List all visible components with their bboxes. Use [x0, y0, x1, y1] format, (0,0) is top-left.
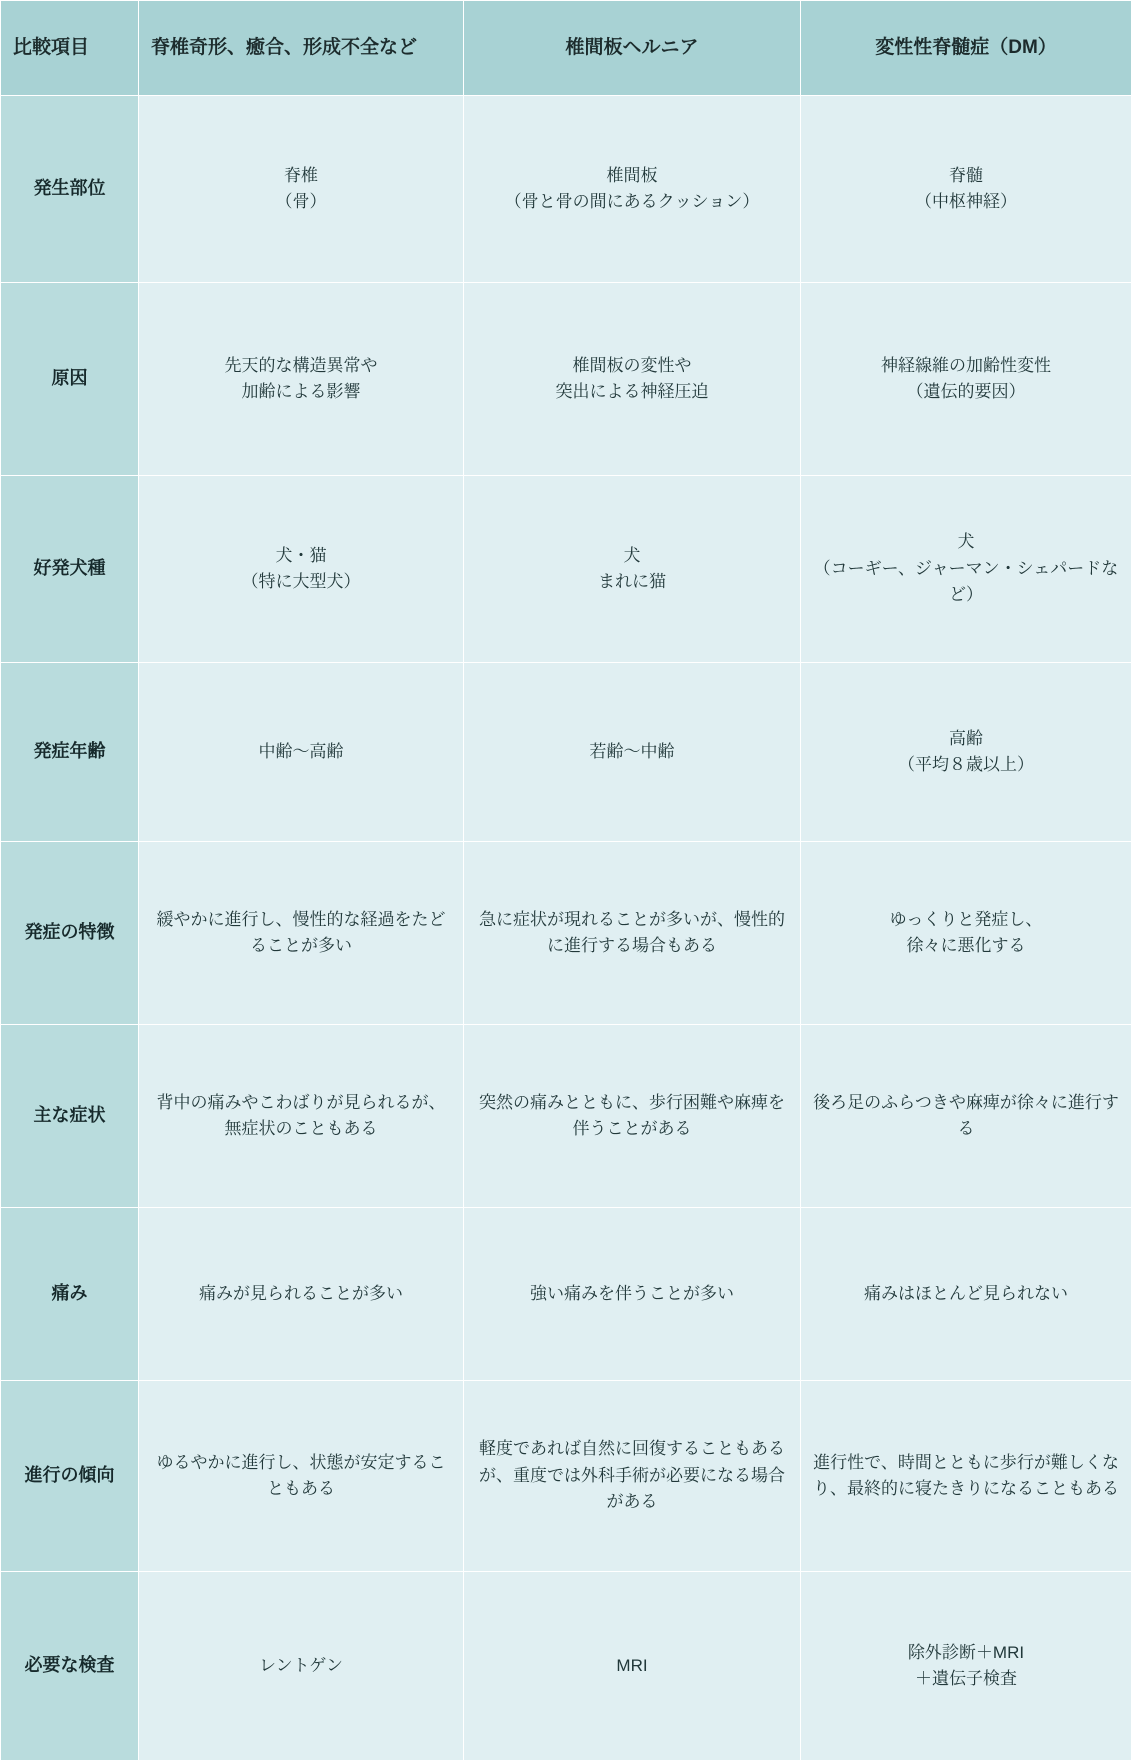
cell-location-malformation: 脊椎 （骨）: [139, 96, 464, 283]
table-row: [1, 1381, 1131, 1572]
row-label-required-tests: 必要な検査: [1, 1572, 139, 1761]
cell-cause-dm: 神経線維の加齢性変性 （遺伝的要因）: [801, 283, 1131, 476]
row-label-predisposed-breeds: 好発犬種: [1, 476, 139, 663]
column-header-degenerative-myelopathy: 変性性脊髄症（DM）: [801, 1, 1131, 96]
column-header-disc-herniation: 椎間板ヘルニア: [464, 1, 801, 96]
cell-symptoms-herniation: 突然の痛みとともに、歩行困難や麻痺を伴うことがある: [464, 1025, 801, 1208]
table-row: [1, 663, 1131, 842]
table-header-row: [1, 1, 1131, 96]
cell-location-herniation: 椎間板 （骨と骨の間にあるクッション）: [464, 96, 801, 283]
cell-breeds-herniation: 犬 まれに猫: [464, 476, 801, 663]
table-row: [1, 96, 1131, 283]
cell-progression-malformation: ゆるやかに進行し、状態が安定することもある: [139, 1381, 464, 1572]
cell-age-herniation: 若齢〜中齢: [464, 663, 801, 842]
cell-progression-dm: 進行性で、時間とともに歩行が難しくなり、最終的に寝たきりになることもある: [801, 1381, 1131, 1572]
table-row: [1, 283, 1131, 476]
cell-cause-herniation: 椎間板の変性や 突出による神経圧迫: [464, 283, 801, 476]
row-label-onset-age: 発症年齢: [1, 663, 139, 842]
row-label-main-symptoms: 主な症状: [1, 1025, 139, 1208]
table-row: [1, 842, 1131, 1025]
cell-onset-dm: ゆっくりと発症し、 徐々に悪化する: [801, 842, 1131, 1025]
cell-tests-dm: 除外診断＋MRI ＋遺伝子検査: [801, 1572, 1131, 1761]
row-label-location: 発生部位: [1, 96, 139, 283]
cell-pain-malformation: 痛みが見られることが多い: [139, 1208, 464, 1381]
row-label-pain: 痛み: [1, 1208, 139, 1381]
cell-tests-herniation: MRI: [464, 1572, 801, 1761]
cell-onset-herniation: 急に症状が現れることが多いが、慢性的に進行する場合もある: [464, 842, 801, 1025]
table-row: [1, 1025, 1131, 1208]
column-header-criteria: 比較項目: [1, 1, 139, 96]
cell-tests-malformation: レントゲン: [139, 1572, 464, 1761]
row-label-progression: 進行の傾向: [1, 1381, 139, 1572]
table-header: [1, 1, 1131, 96]
cell-age-dm: 高齢 （平均８歳以上）: [801, 663, 1131, 842]
table-row: [1, 1208, 1131, 1381]
column-header-spinal-malformation: 脊椎奇形、癒合、形成不全など: [139, 1, 464, 96]
cell-symptoms-dm: 後ろ足のふらつきや麻痺が徐々に進行する: [801, 1025, 1131, 1208]
cell-symptoms-malformation: 背中の痛みやこわばりが見られるが、無症状のこともある: [139, 1025, 464, 1208]
cell-progression-herniation: 軽度であれば自然に回復することもあるが、重度では外科手術が必要になる場合がある: [464, 1381, 801, 1572]
cell-age-malformation: 中齢〜高齢: [139, 663, 464, 842]
cell-onset-malformation: 緩やかに進行し、慢性的な経過をたどることが多い: [139, 842, 464, 1025]
row-label-cause: 原因: [1, 283, 139, 476]
table-body: [1, 96, 1131, 1761]
table-row: [1, 476, 1131, 663]
cell-pain-dm: 痛みはほとんど見られない: [801, 1208, 1131, 1381]
cell-location-dm: 脊髄 （中枢神経）: [801, 96, 1131, 283]
row-label-onset-character: 発症の特徴: [1, 842, 139, 1025]
cell-pain-herniation: 強い痛みを伴うことが多い: [464, 1208, 801, 1381]
cell-breeds-malformation: 犬・猫 （特に大型犬）: [139, 476, 464, 663]
cell-cause-malformation: 先天的な構造異常や 加齢による影響: [139, 283, 464, 476]
cell-breeds-dm: 犬 （コーギー、ジャーマン・シェパードなど）: [801, 476, 1131, 663]
